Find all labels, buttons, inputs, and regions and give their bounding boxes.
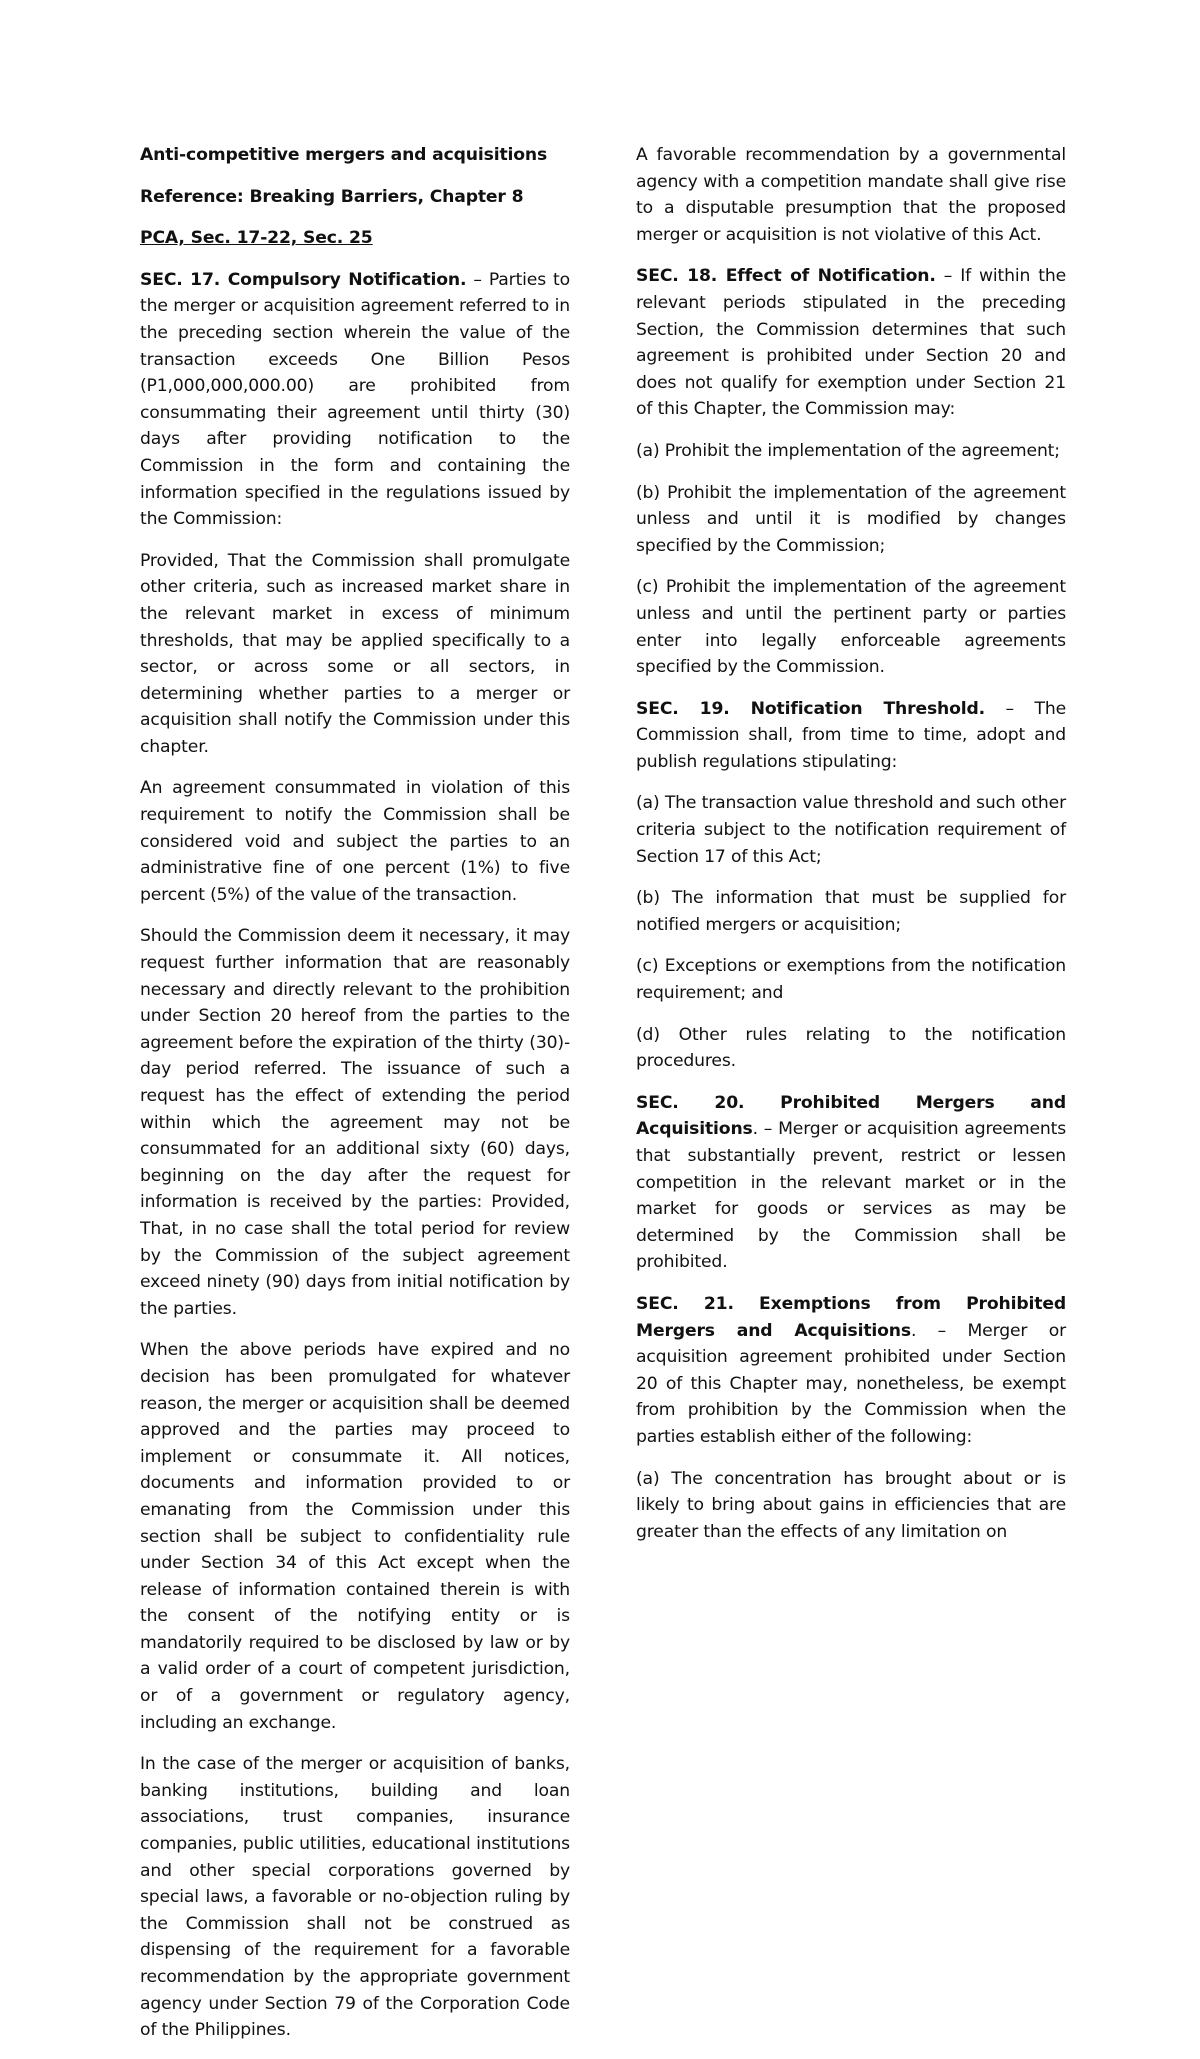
sec19-heading: SEC. 19. Notification Threshold. bbox=[636, 698, 986, 719]
sec21-heading: SEC. 21. Exemptions from Prohibited Mergers and Acquisitions bbox=[636, 1293, 1066, 1341]
sec20-intro: . – Merger or acquisition agreements that substantially prevent, restrict or lessen competition in the relevant market or in the market for goods or services as may be determined by the Commission shall be prohibited. bbox=[636, 1119, 1066, 1273]
sec19-item-d: (d) Other rules relating to the notification procedures. bbox=[636, 1024, 1066, 1072]
sec17-paragraph-2: Provided, That the Commission shall promulgate other criteria, such as increased market share in the relevant market in excess of minimum thresholds, that may be applied specifically to a sector, or across some or all sectors, in determining whether parties to a merger or acquisition shall notify the Commission under this chapter. bbox=[140, 550, 570, 757]
sec17-intro: – Parties to the merger or acquisition agreement referred to in the preceding section wherein the value of the transaction exceeds One Billion Pesos (P1,000,000,000.00) are prohibited from consummating their agreement until thirty (30) days after providing notification to the Commission in the form and containing the information specified in the regulations issued by the Commission: bbox=[140, 269, 570, 530]
sec21-intro: . – Merger or acquisition agreement prohibited under Section 20 of this Chapter may, nonetheless, be exempt from prohibition by the Commission when the parties establish either of the following: bbox=[636, 1320, 1066, 1447]
sec18-paragraph bbox=[636, 263, 1066, 423]
sec21-item-a: (a) The concentration has brought about or is likely to bring about gains in efficiencies that are greater than the effects of any limitation on bbox=[636, 1468, 1066, 1542]
sec18-item-a: (a) Prohibit the implementation of the agreement; bbox=[636, 440, 1060, 461]
sec17-paragraph-4: Should the Commission deem it necessary, it may request further information that are reasonably necessary and directly relevant to the prohibition under Section 20 hereof from the parties to the agreement before the expiration of the thirty (30)-day period referred. The issuance of such a request has the effect of extending the period within which the agreement may not be consummated for an additional sixty (60) days, beginning on the day after the request for information is received by the parties: Provided, That, in no case shall the total period for review by the Commission of the subject agreement exceed ninety (90) days from initial notification by the parties. bbox=[140, 926, 570, 1319]
sec19-item-a: (a) The transaction value threshold and such other criteria subject to the notification requirement of Section 17 of this Act; bbox=[636, 793, 1066, 867]
sec21-paragraph bbox=[636, 1291, 1066, 1451]
sec19-item-b: (b) The information that must be supplied for notified mergers or acquisition; bbox=[636, 888, 1066, 935]
sec18-intro: – If within the relevant periods stipulated in the preceding Section, the Commission determines that such agreement is prohibited under Section 20 and does not qualify for exemption under Section 21 of this Chapter, the Commission may: bbox=[636, 266, 1066, 420]
reference-line: Reference: Breaking Barriers, Chapter 8 bbox=[140, 186, 524, 207]
sec19-intro: – The Commission shall, from time to time, adopt and publish regulations stipulating: bbox=[636, 698, 1067, 772]
sec20-paragraph bbox=[636, 1090, 1066, 1276]
sec17-paragraph-1 bbox=[140, 267, 570, 533]
left-column bbox=[140, 142, 570, 2059]
document-title: Anti-competitive mergers and acquisitions bbox=[140, 145, 548, 165]
right-column bbox=[636, 142, 1066, 1560]
pca-sections-line: PCA, Sec. 17-22, Sec. 25 bbox=[140, 228, 373, 249]
sec19-paragraph bbox=[636, 696, 1066, 776]
sec20-heading: SEC. 20. Prohibited Mergers and Acquisitions bbox=[636, 1092, 1066, 1140]
sec19-item-c: (c) Exceptions or exemptions from the notification requirement; and bbox=[636, 956, 1066, 1004]
sec17-paragraph-3: An agreement consummated in violation of this requirement to notify the Commission shall be considered void and subject the parties to an administrative fine of one percent (1%) to five percent (5%) of the value of the transaction. bbox=[140, 778, 570, 905]
sec17-paragraph-7: A favorable recommendation by a governmental agency with a competition mandate shall give rise to a disputable presumption that the proposed merger or acquisition is not violative of this Act. bbox=[636, 145, 1066, 245]
sec17-paragraph-5: When the above periods have expired and no decision has been promulgated for whatever reason, the merger or acquisition shall be deemed approved and the parties may proceed to implement or consummate it. All notices, documents and information provided to or emanating from the Commission under this section shall be subject to confidentiality rule under Section 34 of this Act except when the release of information contained therein is with the consent of the notifying entity or is mandatorily required to be disclosed by law or by a valid order of a court of competent jurisdiction, or of a government or regulatory agency, including an exchange. bbox=[140, 1340, 570, 1733]
sec17-paragraph-6: In the case of the merger or acquisition of banks, banking institutions, building and loan associations, trust companies, insurance companies, public utilities, educational institutions and other special corporations governed by special laws, a favorable or no-objection ruling by the Commission shall not be construed as dispensing of the requirement for a favorable recommendation by the appropriate government agency under Section 79 of the Corporation Code of the Philippines. bbox=[140, 1754, 570, 2041]
sec17-heading: SEC. 17. Compulsory Notification. bbox=[140, 269, 467, 290]
sec18-item-c: (c) Prohibit the implementation of the agreement unless and until the pertinent party or parties enter into legally enforceable agreements specified by the Commission. bbox=[636, 577, 1066, 678]
sec18-item-b: (b) Prohibit the implementation of the agreement unless and until it is modified by changes specified by the Commission; bbox=[636, 482, 1066, 556]
sec18-heading: SEC. 18. Effect of Notification. bbox=[636, 266, 936, 287]
